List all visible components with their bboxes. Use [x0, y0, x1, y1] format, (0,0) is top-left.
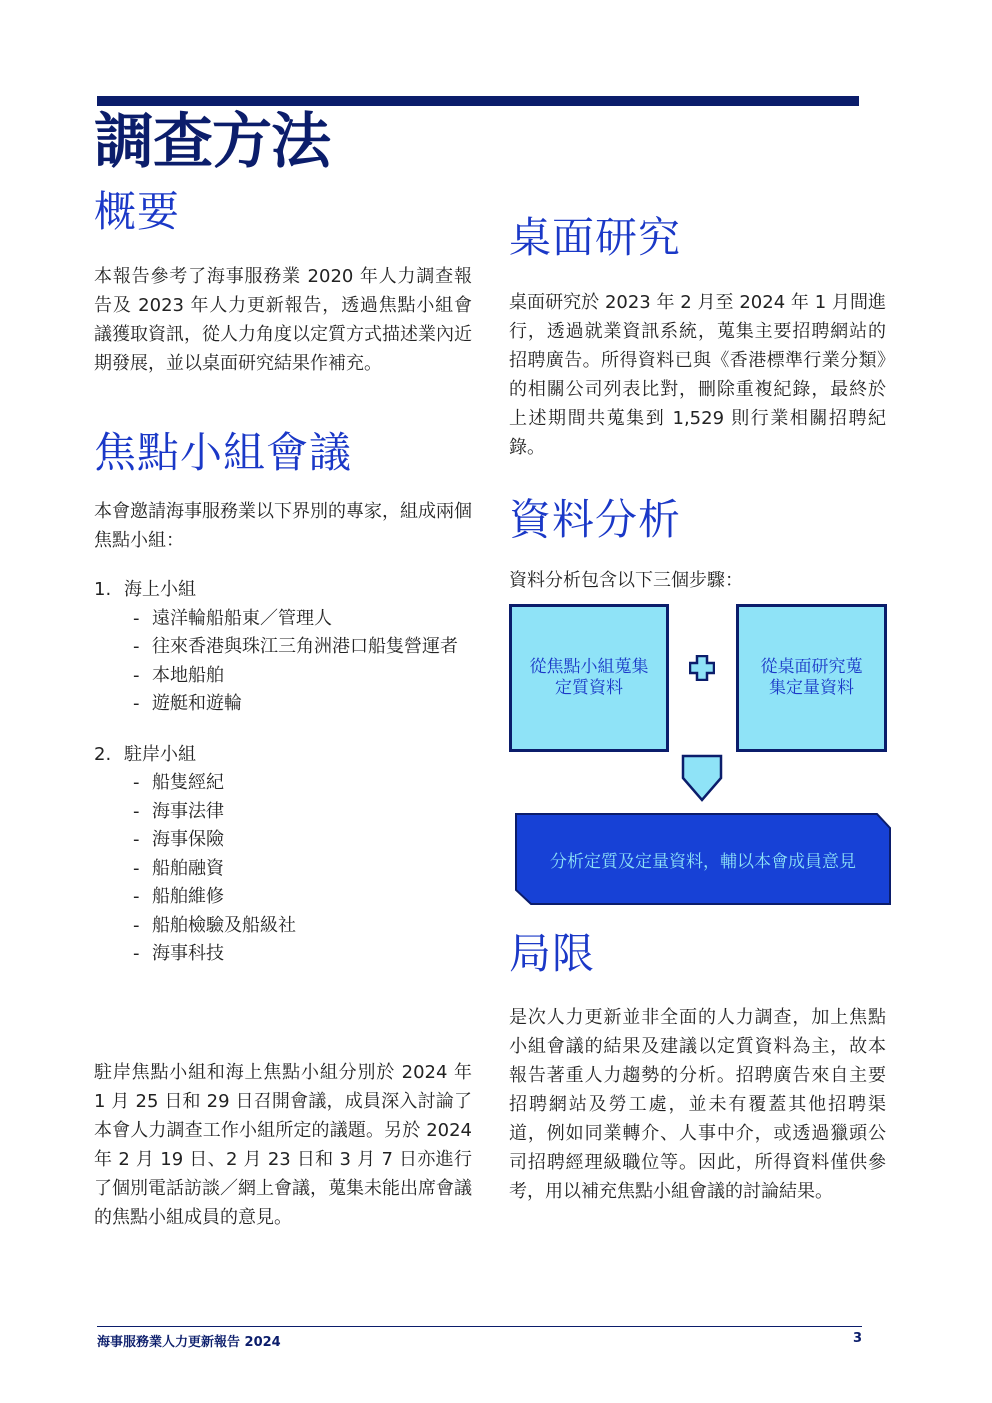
focus-group-item	[94, 741, 474, 969]
group-member-item	[94, 633, 474, 662]
group-member-item	[94, 662, 474, 691]
data-analysis-heading: 資料分析	[509, 495, 682, 544]
step-qualitative-label: 從焦點小組蒐集定質資料	[529, 657, 649, 698]
group-member-label: 遊艇和遊輪	[152, 693, 242, 714]
group-member-label: 海事科技	[152, 943, 224, 964]
group-member-list	[94, 769, 474, 969]
group-label: 海上小組	[124, 579, 196, 600]
footer-report-name: 海事服務業人力更新報告 2024	[97, 1335, 281, 1350]
step-quantitative-label: 從桌面研究蒐集定量資料	[760, 657, 863, 698]
group-member-item	[94, 798, 474, 827]
limitations-heading: 局限	[509, 929, 596, 978]
list-dash: -	[133, 607, 140, 629]
group-member-label: 遠洋輪船船東／管理人	[152, 607, 332, 629]
group-member-item	[94, 912, 474, 941]
step-quantitative-box	[736, 604, 887, 752]
group-member-label: 船舶融資	[152, 857, 224, 879]
group-member-label: 船隻經紀	[152, 772, 224, 793]
group-member-label: 海事法律	[152, 800, 224, 822]
list-dash: -	[133, 800, 140, 822]
group-member-label: 海事保險	[152, 829, 224, 850]
list-dash: -	[133, 943, 140, 964]
title-rule	[97, 96, 859, 106]
list-dash: -	[133, 914, 140, 936]
list-dash: -	[133, 772, 140, 793]
focus-group-intro: 本會邀請海事服務業以下界別的專家，組成兩個焦點小組：	[94, 501, 472, 551]
group-member-label: 船舶檢驗及船級社	[152, 914, 296, 936]
group-member-item	[94, 826, 474, 855]
group-member-list	[94, 605, 474, 719]
list-dash: -	[133, 886, 140, 907]
list-dash: -	[133, 664, 140, 686]
focus-group-item	[94, 576, 474, 719]
list-dash: -	[133, 829, 140, 850]
plus-icon	[689, 655, 715, 681]
group-member-item	[94, 883, 474, 912]
list-dash: -	[133, 857, 140, 879]
group-label: 駐岸小組	[124, 743, 196, 765]
focus-group-closing: 駐岸焦點小組和海上焦點小組分別於 2024 年 1 月 25 日和 29 日召開會議，成員深入討論了本會人力調查工作小組所定的議題。另於 2024 年 2 月 19 日、2 月 23 日和 3 月 7 日亦進行了個別電話訪談／網上會議，蒐集未能出席會議的焦點小組成員的意見。	[94, 1062, 472, 1228]
group-member-label: 船舶維修	[152, 886, 224, 907]
group-member-item	[94, 769, 474, 798]
list-dash: -	[133, 693, 140, 714]
data-analysis-intro: 資料分析包含以下三個步驟：	[509, 570, 743, 591]
overview-text: 本報告參考了海事服務業 2020 年人力調查報告及 2023 年人力更新報告，透過焦點小組會議獲取資訊，從人力角度以定質方式描述業內近期發展，並以桌面研究結果作補充。	[94, 266, 472, 374]
group-member-item	[94, 940, 474, 969]
focus-group-heading: 焦點小組會議	[94, 428, 353, 477]
overview-heading: 概要	[94, 187, 181, 236]
list-dash: -	[133, 636, 140, 657]
group-member-item	[94, 690, 474, 719]
group-member-label: 本地船舶	[152, 664, 224, 686]
desk-research-heading: 桌面研究	[509, 213, 682, 262]
group-number: 2.	[94, 743, 112, 765]
down-arrow-icon	[681, 754, 723, 802]
focus-group-list	[94, 576, 474, 969]
step-qualitative-box	[509, 604, 669, 752]
step-analysis-label: 分析定質及定量資料，輔以本會成員意見	[550, 851, 856, 872]
desk-research-text: 桌面研究於 2023 年 2 月至 2024 年 1 月間進行，透過就業資訊系統，蒐集主要招聘網站的招聘廣告。所得資料已與《香港標準行業分類》的相關公司列表比對，刪除重複紀錄，最終於上述期間共蒐集到 1,529 則行業相關招聘紀錄。	[509, 292, 886, 458]
group-member-label: 往來香港與珠江三角洲港口船隻營運者	[152, 636, 458, 657]
page-title: 調查方法	[94, 107, 330, 177]
step-analysis-box	[514, 812, 892, 906]
group-number: 1.	[94, 579, 112, 600]
footer-rule	[97, 1326, 862, 1327]
group-member-item	[94, 605, 474, 634]
group-member-item	[94, 855, 474, 884]
limitations-text: 是次人力更新並非全面的人力調查，加上焦點小組會議的結果及建議以定質資料為主，故本報告著重人力趨勢的分析。招聘廣告來自主要招聘網站及勞工處，並未有覆蓋其他招聘渠道，例如同業轉介、人事中介，或透過獵頭公司招聘經理級職位等。因此，所得資料僅供參考，用以補充焦點小組會議的討論結果。	[509, 1007, 886, 1202]
page-number: 3	[852, 1331, 862, 1346]
